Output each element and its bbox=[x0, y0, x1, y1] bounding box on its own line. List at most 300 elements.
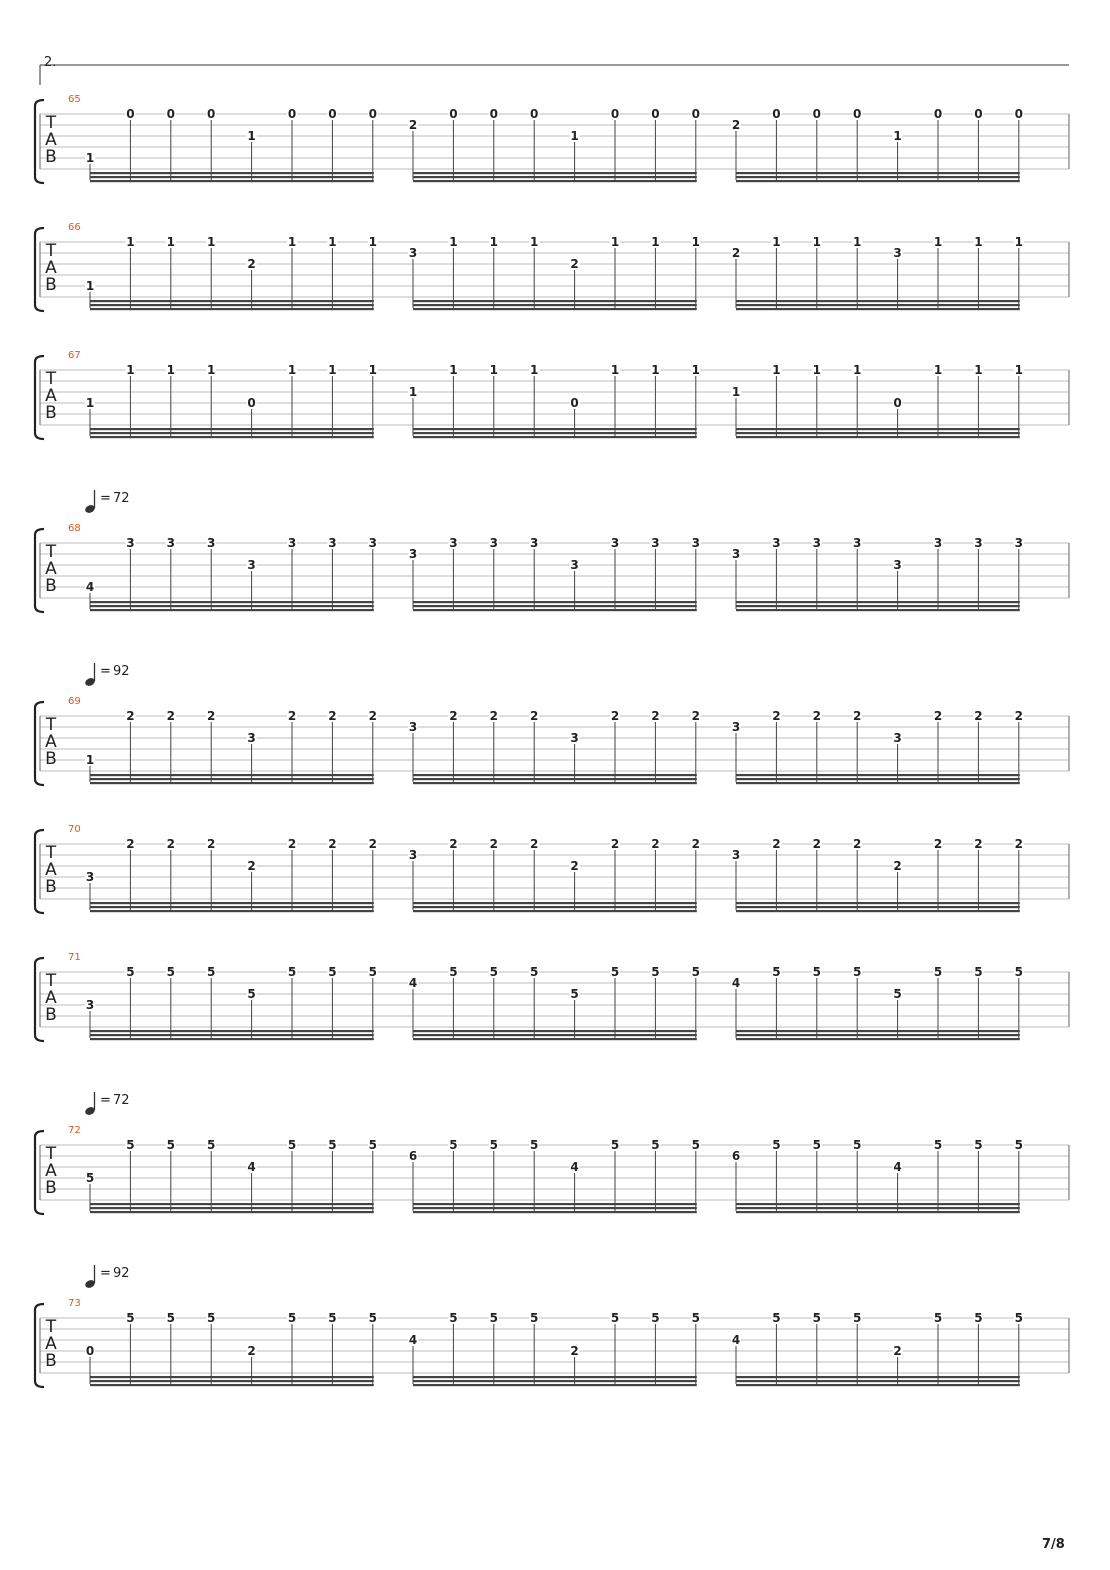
fret-number: 2 bbox=[126, 837, 135, 851]
fret-number: 0 bbox=[772, 107, 781, 121]
beam bbox=[413, 1376, 697, 1378]
beam bbox=[90, 605, 374, 607]
tab-clef-a: A bbox=[45, 559, 57, 579]
fret-number: 6 bbox=[408, 1149, 418, 1163]
fret-number: 3 bbox=[974, 536, 983, 550]
tab-clef-b: B bbox=[45, 403, 57, 423]
beam bbox=[90, 1203, 374, 1205]
beam bbox=[736, 774, 1020, 776]
beam bbox=[736, 778, 1020, 780]
tab-clef-t: T bbox=[45, 843, 57, 863]
fret-number: 0 bbox=[691, 107, 700, 121]
fret-number: 3 bbox=[489, 536, 498, 550]
beam bbox=[736, 300, 1020, 302]
fret-number: 5 bbox=[974, 1138, 983, 1152]
fret-number: 2 bbox=[530, 709, 539, 723]
tempo-value: 92 bbox=[113, 1266, 130, 1281]
fret-number: 5 bbox=[610, 1311, 620, 1325]
fret-number: 2 bbox=[530, 837, 539, 851]
fret-number: 1 bbox=[207, 363, 216, 377]
fret-number: 5 bbox=[570, 987, 579, 1001]
beam bbox=[736, 910, 1020, 912]
fret-number: 1 bbox=[893, 129, 902, 143]
fret-number: 3 bbox=[126, 536, 135, 550]
fret-number: 3 bbox=[85, 998, 95, 1012]
fret-number: 5 bbox=[126, 1311, 135, 1325]
fret-number: 1 bbox=[408, 385, 418, 399]
beam bbox=[413, 172, 697, 174]
fret-number: 5 bbox=[893, 987, 902, 1001]
fret-number: 5 bbox=[207, 1311, 216, 1325]
beam bbox=[413, 778, 697, 780]
fret-number: 1 bbox=[85, 753, 95, 767]
measure-number: 70 bbox=[68, 824, 81, 835]
beam bbox=[90, 304, 374, 306]
fret-number: 5 bbox=[772, 1138, 781, 1152]
beam bbox=[736, 906, 1020, 908]
tempo-equals: = bbox=[100, 1093, 111, 1108]
fret-number: 1 bbox=[489, 235, 498, 249]
beam bbox=[413, 902, 697, 904]
beam bbox=[413, 601, 697, 603]
beam bbox=[413, 774, 697, 776]
fret-number: 1 bbox=[166, 235, 175, 249]
fret-number: 5 bbox=[368, 1138, 377, 1152]
fret-number: 5 bbox=[651, 965, 660, 979]
beam bbox=[413, 1384, 697, 1386]
beam bbox=[90, 1376, 374, 1378]
fret-number: 5 bbox=[287, 1311, 297, 1325]
fret-number: 1 bbox=[772, 363, 781, 377]
fret-number: 2 bbox=[610, 837, 620, 851]
fret-number: 2 bbox=[408, 118, 418, 132]
tab-clef-t: T bbox=[45, 542, 57, 562]
fret-number: 2 bbox=[449, 837, 458, 851]
tab-clef-b: B bbox=[45, 1005, 57, 1025]
fret-number: 2 bbox=[651, 709, 660, 723]
beam bbox=[90, 906, 374, 908]
fret-number: 3 bbox=[449, 536, 458, 550]
fret-number: 5 bbox=[489, 1311, 498, 1325]
fret-number: 5 bbox=[610, 965, 620, 979]
fret-number: 2 bbox=[1014, 837, 1023, 851]
fret-number: 3 bbox=[570, 558, 579, 572]
fret-number: 1 bbox=[933, 363, 943, 377]
fret-number: 1 bbox=[489, 363, 498, 377]
beam bbox=[413, 1380, 697, 1382]
beam bbox=[736, 605, 1020, 607]
fret-number: 0 bbox=[530, 107, 539, 121]
fret-number: 1 bbox=[287, 363, 297, 377]
beam bbox=[413, 1207, 697, 1209]
tab-clef-a: A bbox=[45, 860, 57, 880]
fret-number: 3 bbox=[328, 536, 337, 550]
fret-number: 2 bbox=[853, 709, 862, 723]
tempo-equals: = bbox=[100, 664, 111, 679]
beam bbox=[736, 308, 1020, 310]
tempo-value: 72 bbox=[113, 491, 130, 506]
beam bbox=[413, 910, 697, 912]
fret-number: 1 bbox=[691, 363, 700, 377]
beam bbox=[90, 1207, 374, 1209]
fret-number: 1 bbox=[85, 151, 95, 165]
fret-number: 2 bbox=[651, 837, 660, 851]
beam bbox=[90, 308, 374, 310]
fret-number: 2 bbox=[328, 837, 337, 851]
fret-number: 5 bbox=[651, 1311, 660, 1325]
fret-number: 3 bbox=[853, 536, 862, 550]
fret-number: 2 bbox=[368, 837, 377, 851]
beam bbox=[90, 172, 374, 174]
tempo-value: 72 bbox=[113, 1093, 130, 1108]
fret-number: 0 bbox=[651, 107, 660, 121]
beam bbox=[90, 601, 374, 603]
fret-number: 1 bbox=[1014, 235, 1023, 249]
fret-number: 6 bbox=[731, 1149, 741, 1163]
beam bbox=[90, 300, 374, 302]
fret-number: 2 bbox=[893, 1344, 902, 1358]
tab-clef-t: T bbox=[45, 971, 57, 991]
beam bbox=[413, 300, 697, 302]
beam bbox=[736, 1380, 1020, 1382]
fret-number: 3 bbox=[287, 536, 297, 550]
fret-number: 2 bbox=[287, 709, 297, 723]
fret-number: 1 bbox=[933, 235, 943, 249]
beam bbox=[90, 180, 374, 182]
beam bbox=[736, 304, 1020, 306]
fret-number: 3 bbox=[247, 731, 256, 745]
fret-number: 5 bbox=[530, 965, 539, 979]
fret-number: 2 bbox=[247, 859, 256, 873]
beam bbox=[90, 910, 374, 912]
fret-number: 0 bbox=[610, 107, 620, 121]
tab-clef-a: A bbox=[45, 988, 57, 1008]
fret-number: 2 bbox=[933, 837, 943, 851]
fret-number: 3 bbox=[772, 536, 781, 550]
tab-clef-t: T bbox=[45, 715, 57, 735]
beam bbox=[413, 1211, 697, 1213]
tab-clef-t: T bbox=[45, 113, 57, 133]
fret-number: 4 bbox=[408, 976, 418, 990]
fret-number: 5 bbox=[166, 965, 175, 979]
beam bbox=[90, 432, 374, 434]
tab-clef-b: B bbox=[45, 275, 57, 295]
beam bbox=[736, 428, 1020, 430]
fret-number: 5 bbox=[933, 1311, 943, 1325]
beam bbox=[736, 1034, 1020, 1036]
fret-number: 1 bbox=[651, 235, 660, 249]
fret-number: 1 bbox=[166, 363, 175, 377]
tab-clef-b: B bbox=[45, 877, 57, 897]
beam bbox=[413, 1038, 697, 1040]
fret-number: 0 bbox=[489, 107, 498, 121]
fret-number: 2 bbox=[731, 246, 741, 260]
fret-number: 2 bbox=[247, 257, 256, 271]
fret-number: 2 bbox=[449, 709, 458, 723]
beam bbox=[413, 304, 697, 306]
fret-number: 5 bbox=[772, 965, 781, 979]
fret-number: 5 bbox=[974, 1311, 983, 1325]
fret-number: 5 bbox=[126, 965, 135, 979]
fret-number: 2 bbox=[1014, 709, 1023, 723]
fret-number: 1 bbox=[1014, 363, 1023, 377]
fret-number: 5 bbox=[328, 1311, 337, 1325]
fret-number: 1 bbox=[731, 385, 741, 399]
fret-number: 2 bbox=[207, 837, 216, 851]
fret-number: 1 bbox=[853, 363, 862, 377]
fret-number: 3 bbox=[247, 558, 256, 572]
fret-number: 0 bbox=[893, 396, 902, 410]
fret-number: 5 bbox=[1014, 965, 1023, 979]
fret-number: 0 bbox=[207, 107, 216, 121]
fret-number: 2 bbox=[489, 709, 498, 723]
fret-number: 1 bbox=[530, 363, 539, 377]
fret-number: 5 bbox=[287, 965, 297, 979]
fret-number: 2 bbox=[772, 709, 781, 723]
fret-number: 4 bbox=[731, 976, 741, 990]
measure-number: 71 bbox=[68, 952, 81, 963]
beam bbox=[413, 782, 697, 784]
fret-number: 0 bbox=[328, 107, 337, 121]
fret-number: 2 bbox=[166, 837, 175, 851]
beam bbox=[736, 436, 1020, 438]
fret-number: 3 bbox=[651, 536, 660, 550]
fret-number: 5 bbox=[489, 1138, 498, 1152]
fret-number: 3 bbox=[166, 536, 175, 550]
fret-number: 2 bbox=[570, 1344, 579, 1358]
tab-clef-a: A bbox=[45, 258, 57, 278]
beam bbox=[90, 428, 374, 430]
tempo-equals: = bbox=[100, 491, 111, 506]
fret-number: 2 bbox=[570, 859, 579, 873]
fret-number: 3 bbox=[933, 536, 943, 550]
fret-number: 5 bbox=[853, 1138, 862, 1152]
tab-clef-b: B bbox=[45, 749, 57, 769]
fret-number: 1 bbox=[974, 235, 983, 249]
fret-number: 1 bbox=[368, 235, 377, 249]
tempo-equals: = bbox=[100, 1266, 111, 1281]
tab-clef-b: B bbox=[45, 147, 57, 167]
beam bbox=[736, 1038, 1020, 1040]
fret-number: 3 bbox=[893, 558, 902, 572]
beam bbox=[736, 902, 1020, 904]
beam bbox=[90, 609, 374, 611]
beam bbox=[413, 432, 697, 434]
fret-number: 5 bbox=[449, 1311, 458, 1325]
fret-number: 3 bbox=[408, 246, 418, 260]
fret-number: 2 bbox=[247, 1344, 256, 1358]
fret-number: 5 bbox=[933, 965, 943, 979]
fret-number: 1 bbox=[126, 235, 135, 249]
beam bbox=[413, 609, 697, 611]
fret-number: 3 bbox=[85, 870, 95, 884]
tab-clef-a: A bbox=[45, 1334, 57, 1354]
beam bbox=[90, 176, 374, 178]
beam bbox=[413, 176, 697, 178]
beam bbox=[90, 1380, 374, 1382]
page-number: 7/8 bbox=[1042, 1537, 1065, 1552]
fret-number: 2 bbox=[691, 709, 700, 723]
fret-number: 5 bbox=[812, 965, 821, 979]
fret-number: 5 bbox=[166, 1138, 175, 1152]
fret-number: 0 bbox=[853, 107, 862, 121]
fret-number: 0 bbox=[287, 107, 297, 121]
fret-number: 3 bbox=[610, 536, 620, 550]
fret-number: 3 bbox=[408, 720, 418, 734]
beam bbox=[413, 180, 697, 182]
fret-number: 5 bbox=[1014, 1138, 1023, 1152]
tab-clef-b: B bbox=[45, 576, 57, 596]
fret-number: 5 bbox=[651, 1138, 660, 1152]
fret-number: 1 bbox=[85, 396, 95, 410]
fret-number: 0 bbox=[247, 396, 256, 410]
fret-number: 2 bbox=[368, 709, 377, 723]
fret-number: 1 bbox=[812, 235, 821, 249]
fret-number: 2 bbox=[974, 837, 983, 851]
fret-number: 1 bbox=[207, 235, 216, 249]
fret-number: 4 bbox=[408, 1333, 418, 1347]
fret-number: 3 bbox=[408, 547, 418, 561]
fret-number: 1 bbox=[247, 129, 256, 143]
fret-number: 2 bbox=[893, 859, 902, 873]
fret-number: 5 bbox=[207, 1138, 216, 1152]
fret-number: 0 bbox=[85, 1344, 95, 1358]
tempo-value: 92 bbox=[113, 664, 130, 679]
measure-number: 72 bbox=[68, 1125, 81, 1136]
beam bbox=[90, 778, 374, 780]
fret-number: 5 bbox=[287, 1138, 297, 1152]
beam bbox=[736, 1211, 1020, 1213]
fret-number: 5 bbox=[530, 1311, 539, 1325]
fret-number: 5 bbox=[449, 1138, 458, 1152]
tab-clef-a: A bbox=[45, 130, 57, 150]
beam bbox=[736, 782, 1020, 784]
tab-clef-t: T bbox=[45, 241, 57, 261]
fret-number: 1 bbox=[853, 235, 862, 249]
fret-number: 1 bbox=[328, 363, 337, 377]
volta-ending-label: 2. bbox=[44, 55, 57, 70]
measure-number: 67 bbox=[68, 350, 81, 361]
measure-number: 73 bbox=[68, 1298, 81, 1309]
fret-number: 4 bbox=[85, 580, 95, 594]
beam bbox=[413, 605, 697, 607]
beam bbox=[413, 1030, 697, 1032]
fret-number: 1 bbox=[691, 235, 700, 249]
fret-number: 1 bbox=[651, 363, 660, 377]
fret-number: 5 bbox=[853, 965, 862, 979]
fret-number: 1 bbox=[287, 235, 297, 249]
fret-number: 2 bbox=[974, 709, 983, 723]
tab-clef-a: A bbox=[45, 386, 57, 406]
beam bbox=[90, 782, 374, 784]
fret-number: 2 bbox=[812, 837, 821, 851]
beam bbox=[736, 172, 1020, 174]
fret-number: 5 bbox=[489, 965, 498, 979]
tab-clef-b: B bbox=[45, 1351, 57, 1371]
fret-number: 3 bbox=[207, 536, 216, 550]
beam bbox=[736, 1384, 1020, 1386]
fret-number: 5 bbox=[974, 965, 983, 979]
beam bbox=[413, 436, 697, 438]
fret-number: 1 bbox=[610, 235, 620, 249]
fret-number: 5 bbox=[328, 1138, 337, 1152]
fret-number: 3 bbox=[812, 536, 821, 550]
beam bbox=[90, 1384, 374, 1386]
fret-number: 0 bbox=[933, 107, 943, 121]
fret-number: 3 bbox=[731, 547, 741, 561]
fret-number: 0 bbox=[166, 107, 175, 121]
fret-number: 5 bbox=[691, 1138, 700, 1152]
fret-number: 5 bbox=[207, 965, 216, 979]
fret-number: 5 bbox=[853, 1311, 862, 1325]
fret-number: 5 bbox=[449, 965, 458, 979]
fret-number: 5 bbox=[933, 1138, 943, 1152]
fret-number: 5 bbox=[368, 965, 377, 979]
beam bbox=[736, 609, 1020, 611]
fret-number: 5 bbox=[166, 1311, 175, 1325]
fret-number: 0 bbox=[449, 107, 458, 121]
fret-number: 2 bbox=[812, 709, 821, 723]
beam bbox=[736, 1203, 1020, 1205]
beam bbox=[736, 176, 1020, 178]
fret-number: 2 bbox=[166, 709, 175, 723]
tab-clef-b: B bbox=[45, 1178, 57, 1198]
fret-number: 2 bbox=[731, 118, 741, 132]
beam bbox=[736, 601, 1020, 603]
beam bbox=[90, 774, 374, 776]
tab-clef-t: T bbox=[45, 369, 57, 389]
fret-number: 2 bbox=[933, 709, 943, 723]
fret-number: 2 bbox=[772, 837, 781, 851]
beam bbox=[413, 1034, 697, 1036]
fret-number: 3 bbox=[893, 246, 902, 260]
beam bbox=[413, 308, 697, 310]
fret-number: 1 bbox=[570, 129, 579, 143]
tab-clef-t: T bbox=[45, 1144, 57, 1164]
beam bbox=[90, 902, 374, 904]
beam bbox=[736, 1030, 1020, 1032]
fret-number: 4 bbox=[570, 1160, 579, 1174]
fret-number: 0 bbox=[570, 396, 579, 410]
beam bbox=[413, 1203, 697, 1205]
fret-number: 1 bbox=[974, 363, 983, 377]
fret-number: 3 bbox=[570, 731, 579, 745]
beam bbox=[736, 432, 1020, 434]
fret-number: 5 bbox=[85, 1171, 95, 1185]
beam bbox=[736, 180, 1020, 182]
fret-number: 1 bbox=[368, 363, 377, 377]
measure-number: 65 bbox=[68, 94, 81, 105]
fret-number: 2 bbox=[489, 837, 498, 851]
measure-number: 66 bbox=[68, 222, 81, 233]
beam bbox=[90, 1034, 374, 1036]
fret-number: 3 bbox=[893, 731, 902, 745]
fret-number: 0 bbox=[812, 107, 821, 121]
fret-number: 2 bbox=[691, 837, 700, 851]
fret-number: 5 bbox=[328, 965, 337, 979]
fret-number: 5 bbox=[530, 1138, 539, 1152]
fret-number: 2 bbox=[328, 709, 337, 723]
beam bbox=[90, 1211, 374, 1213]
fret-number: 5 bbox=[772, 1311, 781, 1325]
fret-number: 3 bbox=[731, 720, 741, 734]
fret-number: 2 bbox=[610, 709, 620, 723]
tab-clef-t: T bbox=[45, 1317, 57, 1337]
beam bbox=[413, 906, 697, 908]
fret-number: 2 bbox=[570, 257, 579, 271]
fret-number: 0 bbox=[368, 107, 377, 121]
fret-number: 5 bbox=[691, 965, 700, 979]
